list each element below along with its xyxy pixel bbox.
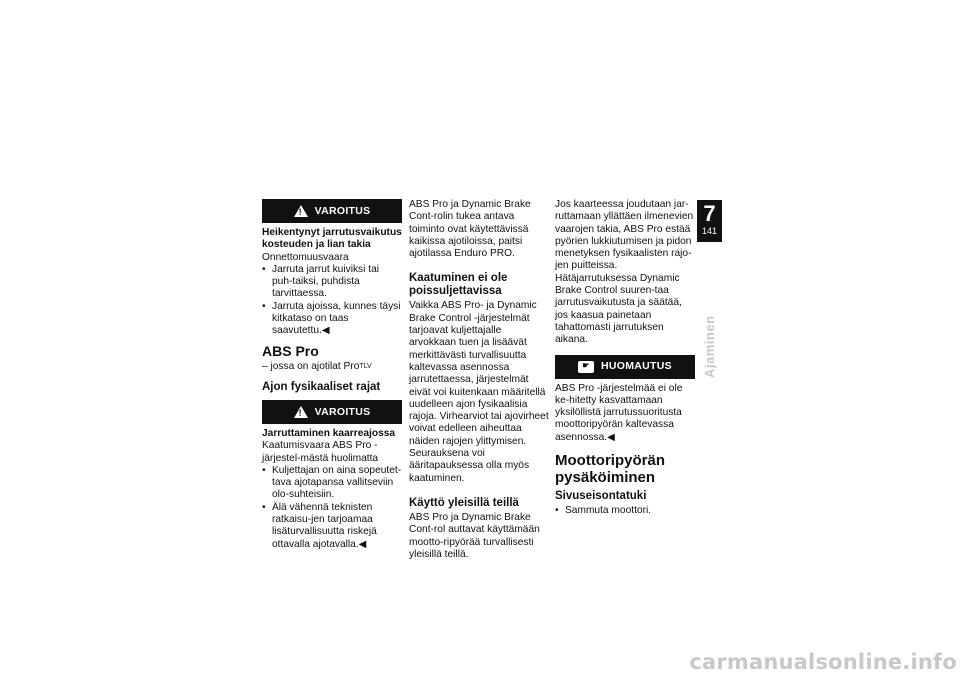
warning-title: Jarruttaminen kaarreajossa bbox=[262, 427, 396, 439]
paragraph: Jos kaarteessa joudutaan jar-ruttamaan yllättäen ilmenevien vaarojen takia, ABS Pro estää pyörien lukkiutumisen ja pidon menetyksen fysikaalisten rajo-jen puitteissa. Hätäjarrutuksessa Dynamic Brake Control suuren-taa jarrutusvaikutusta ja säätää, jos kaasua painetaan tahattomasti jarrutuksen aikana. bbox=[555, 199, 694, 346]
chapter-title: Ajaminen bbox=[702, 315, 717, 379]
section-title: ABS Pro bbox=[262, 342, 319, 359]
warning-label: VAROITUS bbox=[314, 204, 371, 217]
bullet-list bbox=[555, 505, 695, 517]
warning-title: Heikentynyt jarrutusvaikutus kosteuden ja lian takia bbox=[262, 227, 402, 251]
paragraph: Vaikka ABS Pro- ja Dynamic Brake Control -järjestelmät tarjoavat kuljettajalle arvokkaan tuen ja lisäävät merkittävästi turvallisuutta kaltevassa asennossa jarrutettaessa, järjestelmät eivät voi kuitenkaan määritellä uudelleen ajon fysikaalisia rajoja. Virhearviot tai ajovirheet voivat edelleen aiheuttaa näiden rajojen ylittymisen. Seurauksena voi ääritapauksessa olla myös kaatuminen. bbox=[409, 300, 549, 484]
list-item: • Jarruta jarrut kuiviksi tai puh-taiksi, puhdista tarvittaessa. bbox=[262, 264, 402, 301]
paragraph: ABS Pro ja Dynamic Brake Cont-rol auttavat käyttämään mootto-ripyörää turvallisesti yleisillä teillä. bbox=[409, 511, 540, 560]
list-item: • Älä vähennä teknisten ratkaisu-jen tarjoamaa lisäturvallisuutta riskejä ottavalla ajotavalla.◀ bbox=[262, 502, 402, 551]
warning-triangle-icon bbox=[294, 406, 308, 418]
list-item: • Sammuta moottori. bbox=[555, 505, 695, 517]
warning-list bbox=[262, 264, 402, 338]
warning-triangle-icon bbox=[294, 205, 308, 217]
warning-label: VAROITUS bbox=[314, 405, 371, 418]
page-number: 141 bbox=[701, 226, 718, 236]
section-title: Moottoripyörän pysäköiminen bbox=[555, 452, 665, 487]
heading: Käyttö yleisillä teillä bbox=[409, 496, 519, 509]
column-3 bbox=[555, 199, 695, 517]
section-note bbox=[262, 361, 402, 373]
column-2 bbox=[409, 199, 549, 561]
chapter-number: 7 bbox=[703, 201, 716, 226]
paragraph: ABS Pro -järjestelmää ei ole ke-hitetty kasvattamaan yksilöllistä jarrutussuoritusta moottoripyörän kaltevassa asennossa.◀ bbox=[555, 382, 683, 443]
warning-subtitle: Kaatumisvaara ABS Pro -järjestel-mästä huolimatta bbox=[262, 440, 379, 464]
warning-list bbox=[262, 465, 402, 551]
subsection-title: Ajon fysikaaliset rajat bbox=[262, 380, 381, 393]
heading: Kaatuminen ei ole poissuljettavissa bbox=[409, 272, 508, 298]
notice-banner bbox=[555, 355, 695, 379]
section-note-sup: TLV bbox=[359, 362, 372, 370]
paragraph: ABS Pro ja Dynamic Brake Cont-rolin tukea antava toiminto ovat käytettävissä kaikissa ajotiloissa, paitsi ajotilassa Enduro PRO. bbox=[409, 199, 531, 260]
section-note-text: – jossa on ajotilat Pro bbox=[262, 360, 360, 372]
list-item: • Jarruta ajoissa, kunnes täysi kitkataso on taas saavutettu.◀ bbox=[262, 301, 402, 338]
column-1 bbox=[262, 199, 402, 551]
subsection-title: Sivuseisontatuki bbox=[555, 490, 647, 503]
notice-hand-icon: ☛ bbox=[578, 361, 594, 373]
notice-label: HUOMAUTUS bbox=[601, 360, 672, 373]
warning-subtitle: Onnettomuusvaara bbox=[262, 251, 349, 263]
chapter-tab bbox=[697, 200, 722, 242]
watermark: carmanualsonline.info bbox=[689, 650, 957, 674]
warning-banner bbox=[262, 199, 402, 223]
warning-banner-2 bbox=[262, 400, 402, 424]
list-item: • Kuljettajan on aina sopeutet-tava ajotapansa vallitseviin olo-suhteisiin. bbox=[262, 465, 402, 502]
